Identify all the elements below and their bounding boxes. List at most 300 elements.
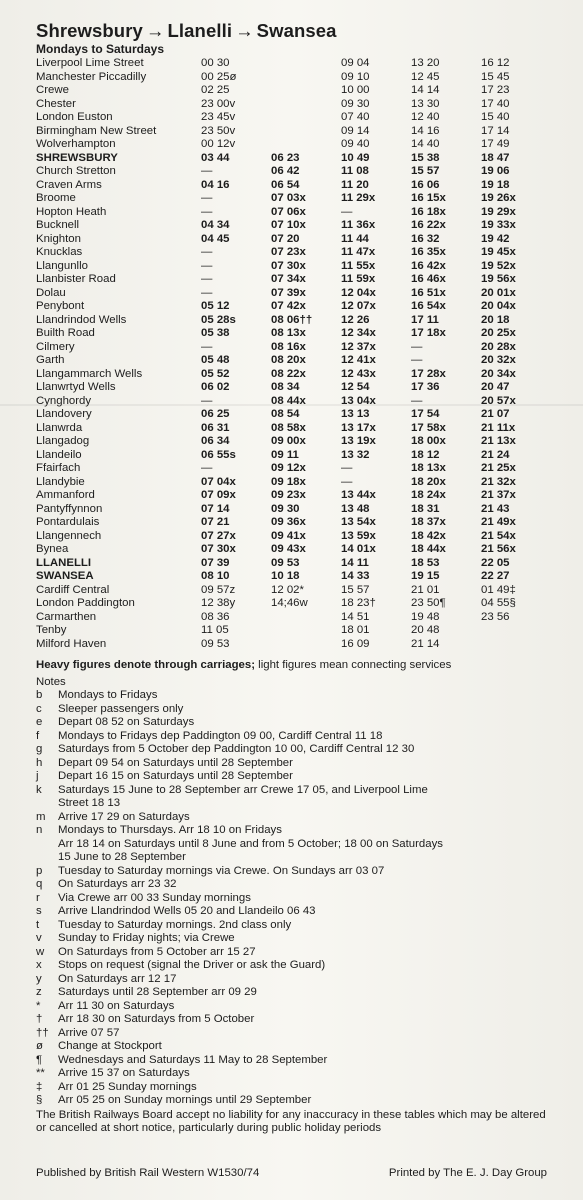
departure-time: 08 10: [201, 570, 230, 582]
timetable-row: [36, 381, 551, 395]
station-name: Hopton Heath: [36, 205, 107, 218]
station-name: Cilmery: [36, 340, 75, 353]
timetable-row: [36, 246, 551, 260]
note-symbol: *: [36, 999, 41, 1012]
note-text: Mondays to Thursdays. Arr 18 10 on Fridays Arr 18 14 on Saturdays until 8 June and from 5 October; 18 00 on Saturdays 15 June to 28 September: [58, 824, 443, 863]
timetable-row: [36, 84, 551, 98]
departure-time: 09 18x: [271, 475, 306, 488]
departure-time: 09 30: [271, 502, 300, 515]
departure-time: 07 03x: [271, 192, 306, 204]
departure-time: 09 10: [341, 70, 370, 83]
departure-time: 16 42x: [411, 259, 446, 272]
note-text: Saturdays 15 June to 28 September arr Crewe 17 05, and Liverpool Lime Street 18 13: [58, 783, 428, 809]
departure-time: 17 40: [481, 97, 510, 110]
station-name: London Euston: [36, 111, 113, 123]
timetable-row: [36, 584, 551, 598]
departure-time: 18 44x: [411, 543, 446, 555]
note-symbol: g: [36, 743, 43, 755]
departure-time: 07 39x: [271, 286, 306, 299]
departure-time: 07 14: [201, 502, 230, 515]
departure-time: 20 04x: [481, 300, 516, 312]
departure-time: 09 57z: [201, 583, 236, 596]
departure-time: 11 29x: [341, 192, 376, 204]
departure-time: [271, 611, 341, 625]
station-name: Llangennech: [36, 529, 102, 542]
departure-time: 12 43x: [341, 367, 376, 380]
departure-time: 07 04x: [201, 475, 236, 488]
departure-time: 15 57: [411, 165, 440, 177]
departure-time: 20 34x: [481, 367, 516, 380]
departure-time: 23 50v: [201, 124, 236, 137]
departure-time: 17 11: [411, 313, 439, 326]
station-name: Llandybie: [36, 475, 85, 488]
note-symbol: w: [36, 945, 45, 958]
note-text: Saturdays until 28 September arr 09 29: [58, 986, 257, 998]
departure-time: 17 58x: [411, 421, 446, 434]
timetable-row: [36, 165, 551, 179]
note-text: Depart 09 54 on Saturdays until 28 September: [58, 756, 293, 769]
note-symbol: f: [36, 729, 40, 742]
departure-time: 21 01: [411, 583, 440, 596]
note-item: [36, 878, 555, 892]
departure-time: 12 02*: [271, 583, 304, 596]
note-item: [36, 986, 555, 1000]
departure-time: 18 37x: [411, 516, 446, 528]
departure-time: 17 23: [481, 84, 510, 96]
station-name: Liverpool Lime Street: [36, 57, 144, 69]
station-name: Wolverhampton: [36, 138, 116, 150]
departure-time: 19 18: [481, 178, 510, 191]
departure-time: 06 23: [271, 151, 300, 164]
departure-time: 20 01x: [481, 286, 516, 299]
note-text: Wednesdays and Saturdays 11 May to 28 September: [58, 1053, 328, 1066]
departure-time: [271, 57, 341, 71]
timetable-row: [36, 179, 551, 193]
departure-time: —: [341, 475, 353, 488]
departure-time: 13 44x: [341, 489, 376, 501]
departure-time: 17 49: [481, 138, 510, 150]
departure-time: 14 51: [341, 610, 370, 623]
timetable-row: [36, 354, 551, 368]
footer: [36, 1167, 547, 1179]
note-text: Tuesday to Saturday mornings. 2nd class only: [58, 918, 292, 931]
departure-time: 22 27: [481, 570, 510, 582]
note-text: Arrive 17 29 on Saturdays: [58, 810, 190, 823]
departure-time: 19 45x: [481, 246, 516, 258]
title-arrow-icon: →: [235, 20, 254, 41]
note-item: [36, 1013, 555, 1027]
timetable-row: [36, 516, 551, 530]
departure-time: 13 59x: [341, 529, 376, 542]
departure-time: 21 56x: [481, 543, 516, 555]
note-item: [36, 1081, 555, 1095]
departure-time: 17 18x: [411, 327, 446, 339]
departure-time: 07 40: [341, 111, 370, 123]
departure-time: 13 13: [341, 408, 370, 420]
departure-time: 05 52: [201, 367, 230, 380]
departure-time: 00 12v: [201, 138, 236, 150]
departure-time: —: [201, 205, 213, 218]
note-item: [36, 716, 555, 730]
departure-time: 18 53: [411, 556, 440, 569]
departure-time: 12 34x: [341, 327, 376, 339]
timetable-row: [36, 233, 551, 247]
note-symbol: r: [36, 891, 40, 904]
note-symbol: ¶: [36, 1053, 43, 1066]
departure-time: [271, 98, 341, 112]
timetable-row: [36, 111, 551, 125]
station-name: Cardiff Central: [36, 583, 110, 596]
timetable-row: [36, 287, 551, 301]
departure-time: 14 40: [411, 138, 440, 150]
departure-time: 15 40: [481, 111, 510, 123]
departure-time: 20 48: [411, 624, 440, 636]
departure-time: 08 58x: [271, 421, 306, 434]
departure-time: 06 25: [201, 408, 230, 420]
note-symbol: ‡: [36, 1080, 43, 1093]
departure-time: 14;46w: [271, 597, 308, 609]
note-text: Stops on request (signal the Driver or ask the Guard): [58, 959, 326, 971]
departure-time: 18 01: [341, 624, 370, 636]
departure-time: 16 09: [341, 637, 370, 650]
note-symbol: k: [36, 783, 42, 796]
departure-time: 08 20x: [271, 354, 306, 366]
title-arrow-icon: →: [145, 20, 165, 41]
departure-time: 13 48: [341, 502, 370, 515]
departure-time: 07 20: [271, 232, 300, 245]
departure-time: 03 44: [201, 151, 230, 164]
departure-time: —: [201, 286, 213, 299]
departure-time: 07 34x: [271, 273, 306, 285]
departure-time: —: [201, 340, 213, 353]
departure-time: 17 54: [411, 408, 440, 420]
departure-time: 13 20: [411, 57, 440, 69]
note-text: Via Crewe arr 00 33 Sunday mornings: [58, 891, 251, 904]
departure-time: 13 32: [341, 448, 370, 461]
departure-time: 13 04x: [341, 394, 376, 407]
departure-time: 05 48: [201, 354, 230, 366]
departure-time: 08 36: [201, 610, 230, 623]
departure-time: 04 16: [201, 178, 230, 191]
departure-time: 19 52x: [481, 259, 516, 272]
departure-time: 09 40: [341, 138, 370, 150]
timetable-row: [36, 341, 551, 355]
note-item: [36, 811, 555, 825]
departure-time: 16 51x: [411, 286, 446, 299]
departure-time: 20 25x: [481, 327, 516, 339]
departure-time: 18 24x: [411, 489, 446, 501]
departure-time: 09 41x: [271, 529, 306, 542]
station-name: Pontardulais: [36, 516, 100, 528]
note-text: Arr 05 25 on Sunday mornings until 29 September: [58, 1094, 312, 1106]
departure-time: 21 13x: [481, 435, 516, 447]
note-symbol: y: [36, 972, 42, 985]
note-text: Arr 01 25 Sunday mornings: [58, 1080, 197, 1093]
departure-time: 18 47: [481, 151, 510, 164]
timetable-row: [36, 327, 551, 341]
timetable-row: [36, 611, 551, 625]
departure-time: —: [201, 192, 213, 204]
note-item: [36, 932, 555, 946]
note-item: [36, 1027, 555, 1041]
departure-time: 14 11: [341, 556, 369, 569]
departure-time: —: [341, 462, 353, 474]
note-symbol: c: [36, 702, 42, 715]
note-symbol: †: [36, 1013, 43, 1025]
note-symbol: p: [36, 864, 43, 877]
departure-time: 23 45v: [201, 111, 236, 123]
departure-time: 14 14: [411, 84, 440, 96]
departure-time: 07 30x: [271, 259, 306, 272]
station-name: Builth Road: [36, 327, 95, 339]
note-symbol: q: [36, 878, 43, 890]
departure-time: 21 11x: [481, 421, 516, 434]
timetable-row: [36, 557, 551, 571]
departure-time: 21 14: [411, 637, 440, 650]
departure-time: 16 54x: [411, 300, 446, 312]
departure-time: 21 54x: [481, 529, 516, 542]
note-symbol: b: [36, 689, 43, 701]
note-symbol: j: [36, 770, 39, 782]
timetable-row: [36, 368, 551, 382]
departure-time: 16 18x: [411, 205, 446, 218]
departure-time: 12 54: [341, 381, 370, 393]
note-text: Mondays to Fridays dep Paddington 09 00, Cardiff Central 11 18: [58, 729, 383, 742]
timetable-body: [36, 57, 551, 651]
station-name: Tenby: [36, 624, 67, 636]
departure-time: 17 14: [481, 124, 510, 137]
note-text: Arr 18 30 on Saturdays from 5 October: [58, 1013, 255, 1025]
departure-time: 19 26x: [481, 192, 516, 204]
station-name: Ffairfach: [36, 462, 81, 474]
departure-time: 08 44x: [271, 394, 306, 407]
departure-time: 13 19x: [341, 435, 376, 447]
departure-time: 11 05: [201, 624, 229, 636]
departure-time: 12 04x: [341, 286, 376, 299]
title-origin: Shrewsbury: [36, 20, 143, 41]
departure-time: [481, 624, 551, 638]
note-text: On Saturdays from 5 October arr 15 27: [58, 945, 256, 958]
departure-time: —: [201, 462, 213, 474]
departure-time: 18 00x: [411, 435, 446, 447]
departure-time: 05 28s: [201, 313, 236, 326]
departure-time: 21 49x: [481, 516, 516, 528]
legend-heavy: Heavy figures denote through carriages;: [36, 659, 256, 671]
note-symbol: ø: [36, 1040, 43, 1052]
departure-time: 06 55s: [201, 448, 236, 461]
note-item: [36, 1054, 555, 1068]
departure-time: 13 54x: [341, 516, 376, 528]
note-item: [36, 973, 555, 987]
timetable-row: [36, 530, 551, 544]
page-fold: [0, 404, 583, 406]
departure-time: 04 45: [201, 232, 230, 245]
timetable-row: [36, 489, 551, 503]
departure-time: 07 09x: [201, 489, 236, 501]
departure-time: 20 32x: [481, 354, 516, 366]
departure-time: [271, 125, 341, 139]
departure-time: [481, 638, 551, 652]
note-symbol: ††: [36, 1026, 49, 1039]
note-text: Depart 16 15 on Saturdays until 28 September: [58, 770, 293, 782]
station-name: Pantyffynnon: [36, 502, 103, 515]
note-text: Sleeper passengers only: [58, 702, 184, 715]
station-name: Llandovery: [36, 408, 92, 420]
timetable-row: [36, 300, 551, 314]
note-text: Saturdays from 5 October dep Paddington 10 00, Cardiff Central 12 30: [58, 743, 415, 755]
note-symbol: **: [36, 1067, 45, 1079]
departure-time: 07 06x: [271, 205, 306, 218]
disclaimer: The British Railways Board accept no liability for any inaccuracy in these tables which may be altered or cancelled at short notice, particularly during public holiday periods: [36, 1108, 546, 1134]
note-item: [36, 919, 555, 933]
departure-time: 11 36x: [341, 219, 376, 231]
station-name: Llangadog: [36, 435, 90, 447]
departure-time: 21 32x: [481, 475, 516, 488]
departure-time: 18 31: [411, 502, 440, 515]
legend-light: light figures mean connecting services: [255, 659, 452, 671]
note-item: [36, 892, 555, 906]
departure-time: 09 43x: [271, 543, 306, 555]
timetable-row: [36, 152, 551, 166]
timetable-row: [36, 408, 551, 422]
timetable-row: [36, 476, 551, 490]
departure-time: 16 06: [411, 178, 440, 191]
departure-time: 12 40: [411, 111, 440, 123]
departure-time: 18 23†: [341, 597, 376, 609]
departure-time: 15 57: [341, 583, 370, 596]
note-symbol: n: [36, 824, 43, 836]
note-text: Arrive 07 57: [58, 1026, 120, 1039]
note-text: Tuesday to Saturday mornings via Crewe. On Sundays arr 03 07: [58, 864, 385, 877]
departure-time: —: [411, 394, 423, 407]
note-item: [36, 865, 555, 879]
notes-list: [36, 689, 555, 1108]
station-name: Dolau: [36, 286, 66, 299]
departure-time: 09 36x: [271, 516, 306, 528]
timetable-row: [36, 71, 551, 85]
departure-time: 12 38y: [201, 597, 236, 609]
station-name: Bynea: [36, 543, 69, 555]
station-name: Milford Haven: [36, 637, 107, 650]
departure-time: 20 28x: [481, 340, 516, 353]
note-text: On Saturdays arr 23 32: [58, 878, 177, 890]
station-name: Birmingham New Street: [36, 124, 157, 137]
note-item: [36, 757, 555, 771]
station-name: Bucknell: [36, 219, 80, 231]
timetable-row: [36, 192, 551, 206]
note-item: [36, 770, 555, 784]
departure-time: 13 17x: [341, 421, 376, 434]
departure-time: 19 56x: [481, 273, 516, 285]
departure-time: 09 00x: [271, 435, 306, 447]
departure-time: 09 11: [271, 448, 299, 461]
departure-time: —: [411, 340, 423, 353]
departure-time: 10 00: [341, 84, 370, 96]
departure-time: 08 22x: [271, 367, 306, 380]
departure-time: 21 07: [481, 408, 510, 420]
departure-time: 16 46x: [411, 273, 446, 285]
timetable-row: [36, 462, 551, 476]
departure-time: —: [411, 354, 423, 366]
station-name: Knucklas: [36, 246, 83, 258]
note-item: [36, 1067, 555, 1081]
title-destination: Swansea: [256, 20, 337, 41]
departure-time: 17 36: [411, 381, 440, 393]
timetable-row: [36, 422, 551, 436]
station-name: SWANSEA: [36, 570, 94, 582]
departure-time: 00 25ø: [201, 70, 237, 83]
timetable-row: [36, 435, 551, 449]
departure-time: —: [341, 205, 353, 218]
station-name: Crewe: [36, 84, 69, 96]
note-text: Change at Stockport: [58, 1040, 162, 1052]
note-text: Arr 11 30 on Saturdays: [58, 999, 175, 1012]
departure-time: 11 59x: [341, 273, 376, 285]
departure-time: —: [201, 273, 213, 285]
departure-time: 23 56: [481, 610, 510, 623]
departure-time: 07 23x: [271, 246, 306, 258]
days-subtitle: Mondays to Saturdays: [36, 42, 165, 56]
note-text: On Saturdays arr 12 17: [58, 972, 177, 985]
departure-time: 19 06: [481, 165, 510, 177]
departure-time: 21 24: [481, 448, 510, 461]
note-text: Sunday to Friday nights; via Crewe: [58, 932, 235, 944]
departure-time: 17 28x: [411, 367, 446, 380]
departure-time: 12 41x: [341, 354, 376, 366]
station-name: Chester: [36, 97, 76, 110]
note-symbol: s: [36, 905, 42, 917]
station-name: Llanbister Road: [36, 273, 116, 285]
departure-time: 07 30x: [201, 543, 236, 555]
footer-publisher: Published by British Rail Western W1530/74: [36, 1167, 260, 1179]
departure-time: 16 35x: [411, 246, 446, 258]
departure-time: 09 04: [341, 57, 370, 69]
note-item: [36, 946, 555, 960]
departure-time: 07 27x: [201, 529, 236, 542]
note-item: [36, 905, 555, 919]
departure-time: 16 12: [481, 57, 510, 69]
note-item: [36, 730, 555, 744]
departure-time: 08 16x: [271, 340, 306, 353]
note-item: [36, 743, 555, 757]
note-symbol: e: [36, 716, 43, 728]
departure-time: 19 42: [481, 232, 510, 245]
departure-time: [271, 624, 341, 638]
departure-time: 18 20x: [411, 475, 446, 488]
timetable-row: [36, 543, 551, 557]
station-name: London Paddington: [36, 597, 135, 609]
title-via: Llanelli: [167, 20, 233, 41]
departure-time: 11 55x: [341, 259, 376, 272]
departure-time: —: [201, 165, 213, 177]
station-name: Penybont: [36, 300, 85, 312]
legend: [36, 659, 556, 673]
timetable-row: [36, 57, 551, 71]
departure-time: [271, 84, 341, 98]
footer-printer: Printed by The E. J. Day Group: [388, 1167, 547, 1179]
page-title: [36, 20, 555, 42]
departure-time: 11 20: [341, 178, 369, 191]
departure-time: 07 10x: [271, 219, 306, 231]
departure-time: 06 42: [271, 165, 300, 177]
timetable-row: [36, 125, 551, 139]
departure-time: 14 01x: [341, 543, 376, 555]
departure-time: 20 18: [481, 313, 510, 326]
departure-time: 04 34: [201, 219, 230, 231]
timetable-row: [36, 98, 551, 112]
timetable-row: [36, 597, 551, 611]
note-item: [36, 959, 555, 973]
